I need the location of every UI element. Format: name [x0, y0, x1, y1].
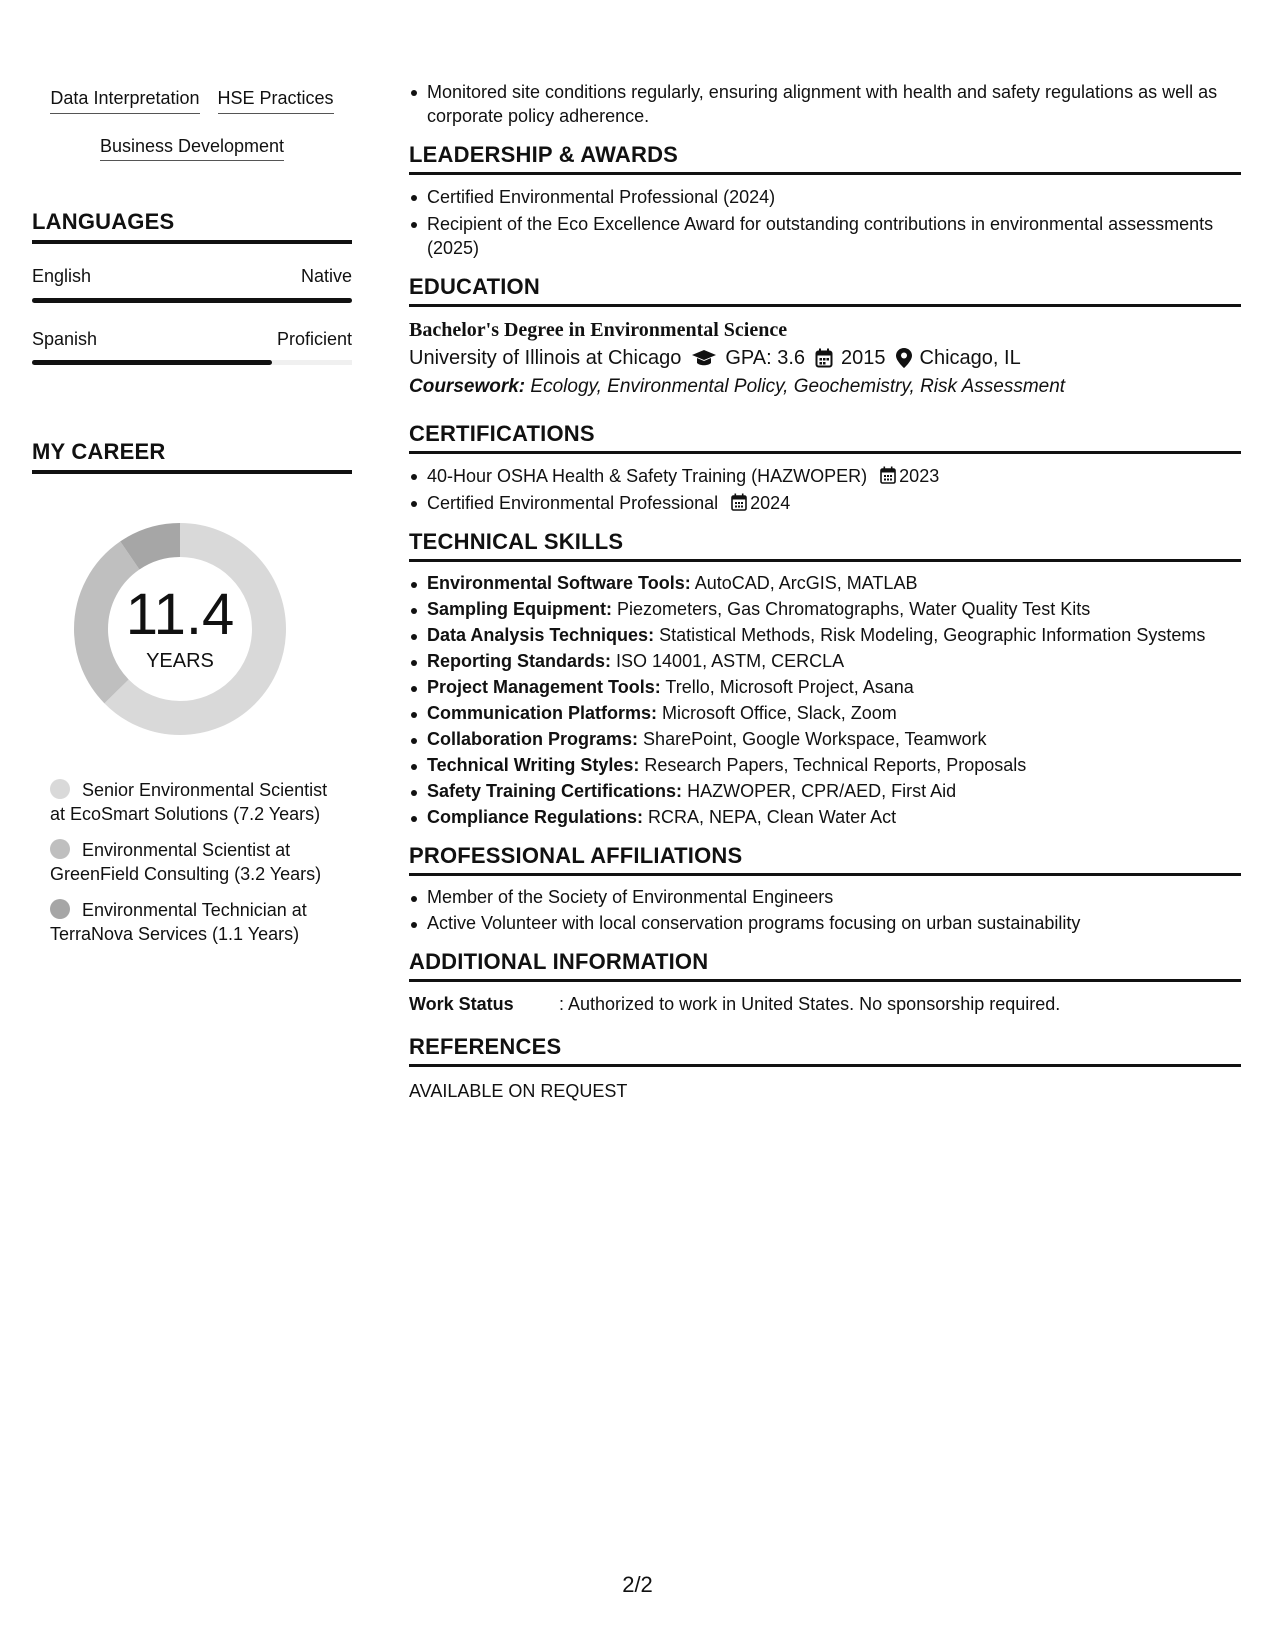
education-section [409, 274, 1241, 401]
affiliations-section [409, 843, 1241, 935]
legend-dot [50, 779, 70, 799]
calendar-icon [880, 466, 896, 484]
skill-item [409, 702, 1241, 725]
work-status-value: : Authorized to work in United States. No sponsorship required. [559, 994, 1061, 1014]
career-total-unit: YEARS [146, 649, 214, 672]
language-item [32, 329, 352, 366]
language-bar-fill [32, 298, 352, 303]
leadership-bullet: Recipient of the Eco Excellence Award for outstanding contributions in environmental assessments (2025) [409, 212, 1241, 260]
skill-label: Safety Training Certifications: [427, 781, 683, 801]
skill-item [409, 780, 1241, 803]
legend-dot [50, 839, 70, 859]
certifications-heading: CERTIFICATIONS [409, 421, 1241, 454]
leadership-heading: LEADERSHIP & AWARDS [409, 142, 1241, 175]
languages-section [32, 209, 352, 365]
career-legend-label: Senior Environmental Scientist at EcoSmart Solutions (7.2 Years) [50, 780, 328, 825]
certifications-section [409, 421, 1241, 515]
career-legend-label: Environmental Scientist at GreenField Consulting (3.2 Years) [50, 840, 322, 885]
skill-label: Project Management Tools: [427, 677, 661, 697]
affiliation-bullet: Member of the Society of Environmental Engineers [409, 886, 1241, 909]
coursework-label: Coursework: [409, 376, 526, 397]
certification-item [409, 491, 1241, 515]
references-heading: REFERENCES [409, 1034, 1241, 1067]
skill-value: ISO 14001, ASTM, CERCLA [616, 651, 845, 671]
language-level: Proficient [276, 328, 352, 349]
skill-item [409, 754, 1241, 777]
language-bar [32, 360, 352, 365]
affiliations-heading: PROFESSIONAL AFFILIATIONS [409, 843, 1241, 876]
skill-label: Collaboration Programs: [427, 729, 639, 749]
experience-continuation [409, 80, 1241, 128]
references-text: AVAILABLE ON REQUEST [409, 1081, 628, 1101]
skills-tags [32, 82, 352, 161]
calendar-icon [815, 348, 833, 368]
skill-value: HAZWOPER, CPR/AED, First Aid [687, 781, 957, 801]
skill-item [409, 598, 1241, 621]
career-legend [50, 778, 330, 946]
page-number: 2/2 [622, 1572, 653, 1597]
skill-tag: HSE Practices [218, 88, 334, 114]
skill-value: Statistical Methods, Risk Modeling, Geographic Information Systems [659, 625, 1206, 645]
skill-tag: Business Development [100, 136, 284, 162]
career-legend-label: Environmental Technician at TerraNova Services (1.1 Years) [50, 900, 307, 945]
technical-skills-section [409, 529, 1241, 829]
skill-value: Microsoft Office, Slack, Zoom [662, 703, 897, 723]
skill-label: Communication Platforms: [427, 703, 658, 723]
certification-name: Certified Environmental Professional [427, 493, 719, 513]
skill-label: Data Analysis Techniques: [427, 625, 655, 645]
education-gpa: GPA: 3.6 [725, 347, 806, 369]
language-bar-fill [32, 360, 272, 365]
additional-info-heading: ADDITIONAL INFORMATION [409, 949, 1241, 982]
coursework-list: Ecology, Environmental Policy, Geochemistry, Risk Assessment [530, 376, 1066, 397]
leadership-section [409, 142, 1241, 260]
skill-value: RCRA, NEPA, Clean Water Act [648, 807, 897, 827]
education-school: University of Illinois at Chicago [409, 347, 682, 369]
skill-label: Technical Writing Styles: [427, 755, 640, 775]
graduation-cap-icon [691, 348, 717, 368]
skill-item [409, 728, 1241, 751]
education-degree: Bachelor's Degree in Environmental Science [409, 319, 788, 341]
education-year: 2015 [841, 347, 886, 369]
career-section [32, 439, 352, 946]
skill-tag: Data Interpretation [50, 88, 199, 114]
language-item [32, 266, 352, 303]
career-legend-item [50, 778, 330, 826]
skill-label: Reporting Standards: [427, 651, 612, 671]
skill-value: Piezometers, Gas Chromatographs, Water Quality Test Kits [617, 599, 1091, 619]
additional-info-section [409, 949, 1241, 1016]
certification-name: 40-Hour OSHA Health & Safety Training (HAZWOPER) [427, 466, 868, 486]
education-heading: EDUCATION [409, 274, 1241, 307]
career-heading: MY CAREER [32, 439, 352, 474]
work-status-label: Work Status [409, 994, 514, 1014]
skill-label: Sampling Equipment: [427, 599, 613, 619]
technical-skills-heading: TECHNICAL SKILLS [409, 529, 1241, 562]
skill-label: Environmental Software Tools: [427, 573, 691, 593]
certification-year: 2024 [750, 493, 791, 513]
language-name: English [32, 266, 92, 287]
certification-year: 2023 [899, 466, 940, 486]
certification-item [409, 464, 1241, 488]
experience-bullet: Monitored site conditions regularly, ensuring alignment with health and safety regulations as well as corporate policy adherence. [409, 80, 1241, 128]
skill-value: Research Papers, Technical Reports, Proposals [644, 755, 1027, 775]
skill-value: Trello, Microsoft Project, Asana [665, 677, 914, 697]
education-location: Chicago, IL [919, 347, 1021, 369]
skill-value: SharePoint, Google Workspace, Teamwork [643, 729, 987, 749]
skill-item [409, 676, 1241, 699]
left-column [32, 82, 352, 958]
education-coursework [409, 373, 1241, 401]
education-details [409, 343, 1241, 373]
calendar-icon [731, 493, 747, 511]
affiliation-bullet: Active Volunteer with local conservation programs focusing on urban sustainability [409, 912, 1241, 935]
skill-item [409, 624, 1241, 647]
location-pin-icon [896, 348, 912, 368]
languages-heading: LANGUAGES [32, 209, 352, 244]
references-section [409, 1034, 1241, 1103]
skill-item [409, 806, 1241, 829]
career-total-value: 11.4 [125, 581, 235, 647]
work-status-row [409, 992, 1241, 1016]
skill-item [409, 650, 1241, 673]
career-legend-item [50, 838, 330, 886]
career-donut [65, 514, 295, 744]
language-level: Native [300, 266, 352, 287]
leadership-bullet: Certified Environmental Professional (2024) [409, 185, 1241, 209]
right-column [409, 80, 1241, 1117]
skill-value: AutoCAD, ArcGIS, MATLAB [694, 573, 918, 593]
legend-dot [50, 899, 70, 919]
career-legend-item [50, 898, 330, 946]
skill-item [409, 572, 1241, 595]
language-bar [32, 298, 352, 303]
language-name: Spanish [32, 328, 98, 349]
skill-label: Compliance Regulations: [427, 807, 644, 827]
